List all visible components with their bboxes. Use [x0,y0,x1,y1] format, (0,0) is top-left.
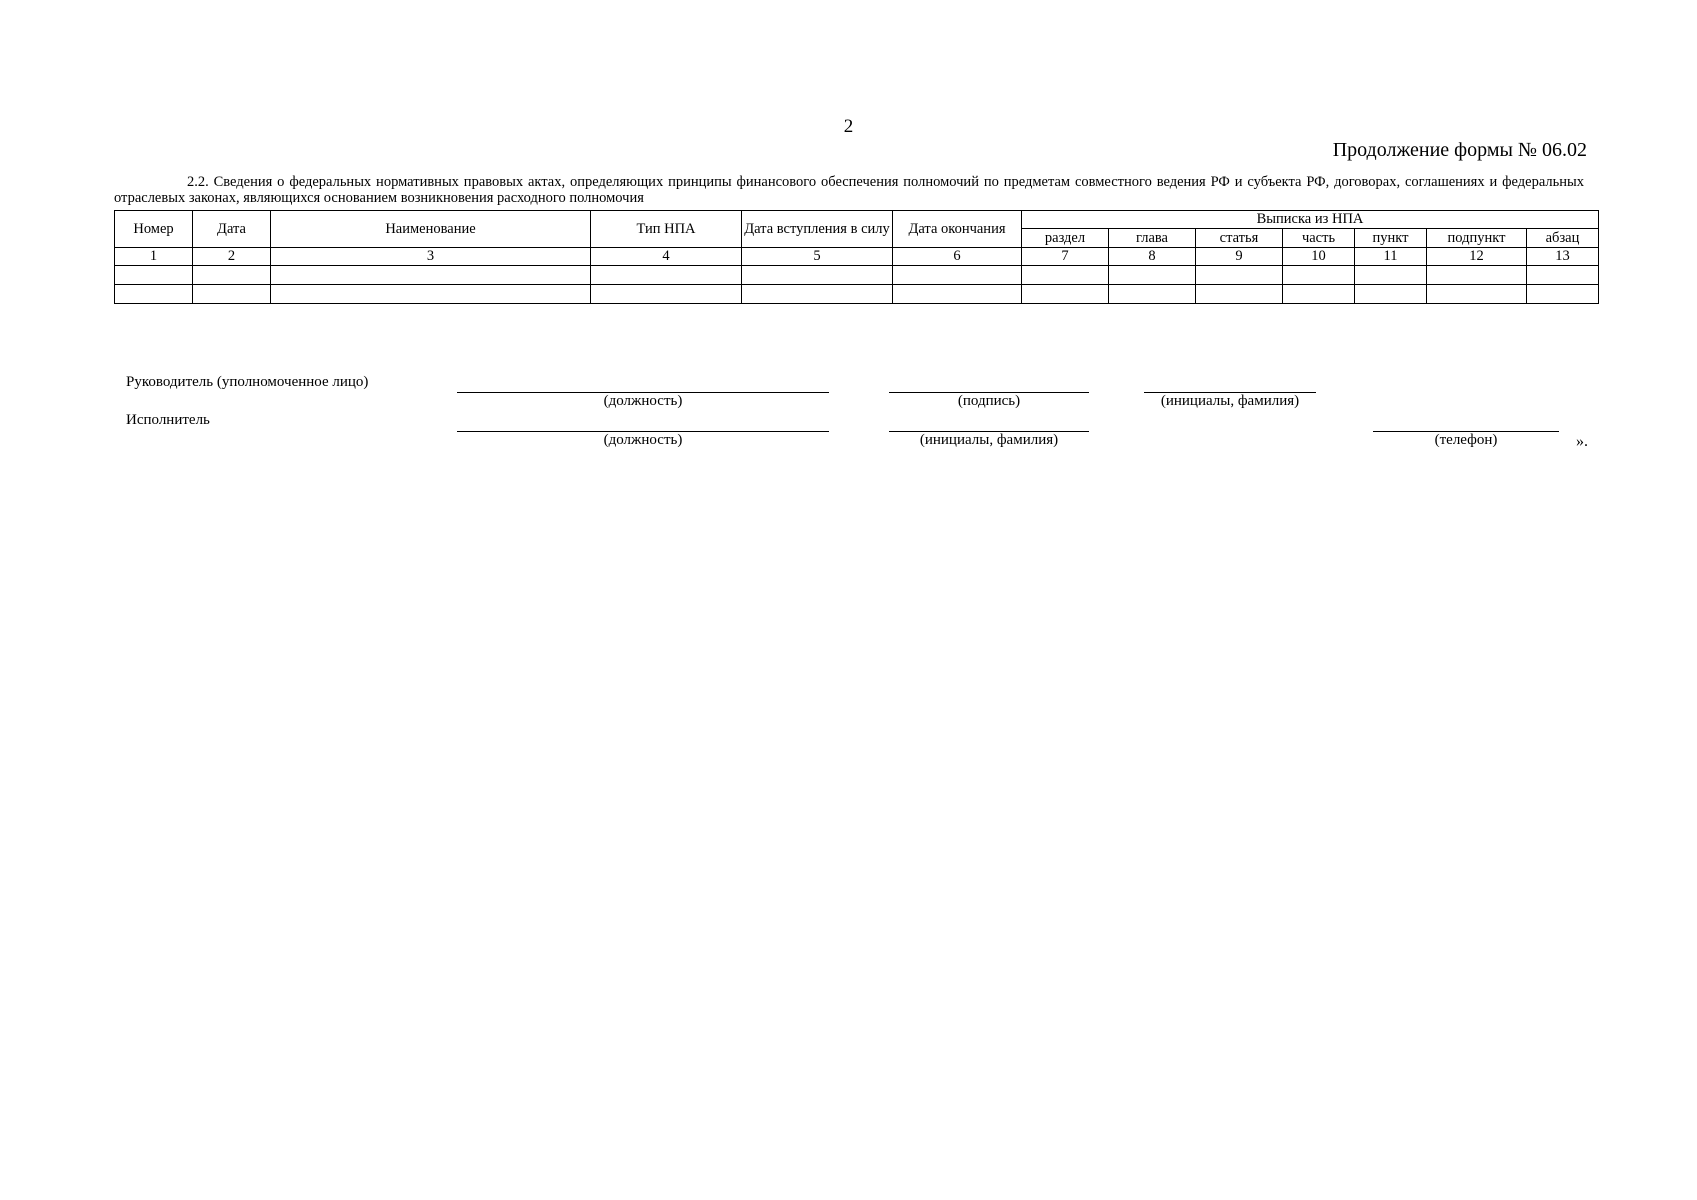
header-paragraph: абзац [1527,229,1599,248]
header-end-date: Дата окончания [893,211,1022,248]
column-number: 5 [742,248,893,266]
table-cell[interactable] [742,266,893,285]
table-cell[interactable] [1283,266,1355,285]
head-label: Руководитель (уполномоченное лицо) [126,374,369,390]
closing-quote: ». [1576,433,1588,450]
header-extract-group: Выписка из НПА [1022,211,1599,229]
column-number-row [115,248,1599,266]
executor-label: Исполнитель [126,412,210,428]
column-number: 9 [1196,248,1283,266]
column-number: 10 [1283,248,1355,266]
column-number: 8 [1109,248,1196,266]
column-number: 3 [271,248,591,266]
table-cell[interactable] [1283,285,1355,304]
table-cell[interactable] [271,266,591,285]
table-cell[interactable] [1022,266,1109,285]
column-number: 2 [193,248,271,266]
header-npa-type: Тип НПА [591,211,742,248]
header-effective-date: Дата вступления в силу [742,211,893,248]
header-name: Наименование [271,211,591,248]
column-number: 7 [1022,248,1109,266]
table-cell[interactable] [742,285,893,304]
table-cell[interactable] [115,266,193,285]
column-number: 13 [1527,248,1599,266]
column-number: 1 [115,248,193,266]
header-date: Дата [193,211,271,248]
table-cell[interactable] [1355,266,1427,285]
page-number: 2 [843,116,854,137]
header-section: раздел [1022,229,1109,248]
table-cell[interactable] [1196,266,1283,285]
table-cell[interactable] [1196,285,1283,304]
table-cell[interactable] [591,285,742,304]
table-cell[interactable] [1527,266,1599,285]
head-signature-caption: (подпись) [957,393,1021,409]
column-number: 11 [1355,248,1427,266]
table-cell[interactable] [115,285,193,304]
header-subpoint: подпункт [1427,229,1527,248]
npa-table [114,210,1599,304]
head-position-caption: (должность) [603,393,683,409]
table-row [115,266,1599,285]
table-cell[interactable] [1527,285,1599,304]
table-cell[interactable] [1355,285,1427,304]
table-cell[interactable] [193,266,271,285]
table-cell[interactable] [1109,285,1196,304]
executor-name-caption: (инициалы, фамилия) [919,432,1059,448]
table-cell[interactable] [893,266,1022,285]
executor-phone-caption: (телефон) [1434,432,1498,448]
table-cell[interactable] [1022,285,1109,304]
header-part: часть [1283,229,1355,248]
table-cell[interactable] [591,266,742,285]
table-cell[interactable] [1427,266,1527,285]
form-continuation-title: Продолжение формы № 06.02 [1332,139,1587,161]
header-point: пункт [1355,229,1427,248]
column-number: 4 [591,248,742,266]
column-number: 12 [1427,248,1527,266]
head-name-caption: (инициалы, фамилия) [1160,393,1300,409]
table-cell[interactable] [1427,285,1527,304]
table-cell[interactable] [893,285,1022,304]
header-chapter: глава [1109,229,1196,248]
table-cell[interactable] [271,285,591,304]
table-cell[interactable] [1109,266,1196,285]
section-heading: 2.2. Сведения о федеральных нормативных правовых актах, определяющих принципы финансового обеспечения полномочий по предметам совместного ведения РФ и субъекта РФ, договорах, соглашениях и федеральных отраслевых законах, являющихся основанием возникновения расходного полномочия [114,174,1584,206]
table-row [115,285,1599,304]
header-number: Номер [115,211,193,248]
table-cell[interactable] [193,285,271,304]
column-number: 6 [893,248,1022,266]
executor-position-caption: (должность) [603,432,683,448]
header-article: статья [1196,229,1283,248]
